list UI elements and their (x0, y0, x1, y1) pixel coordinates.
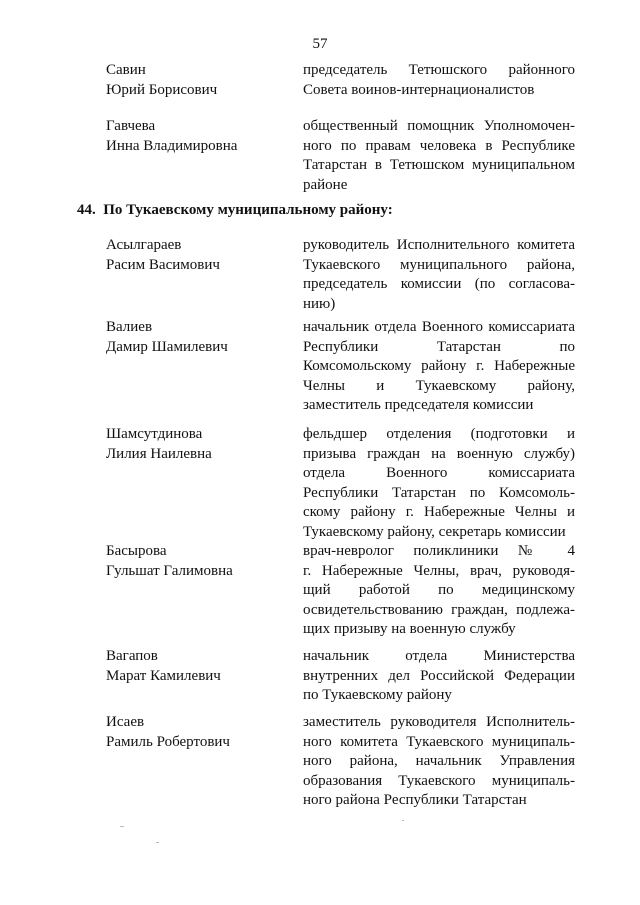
role-line: призыва граждан на военную службу) (303, 445, 575, 462)
role-line: скому району г. Набережные Челны и (303, 504, 575, 520)
role-description (303, 713, 575, 811)
person-name (106, 236, 286, 275)
role-line: районе (303, 176, 348, 193)
person-name (106, 647, 286, 686)
surname: Исаев (106, 714, 145, 730)
role-line: Республики Татарстан по (303, 338, 575, 355)
role-description (303, 318, 575, 416)
role-line: щий работой по медицинскому (303, 582, 575, 598)
role-line: щих призыву на военную службу (303, 621, 516, 637)
given-name: Расим Васимович (106, 256, 220, 273)
role-description (303, 117, 575, 195)
role-line: заместитель председателя комиссии (303, 397, 534, 413)
role-line: нию) (303, 295, 336, 312)
given-name: Дамир Шамилевич (106, 338, 228, 355)
section-number: 44. (77, 202, 96, 218)
role-line: ного района Республики Татарстан (303, 792, 527, 808)
role-description (303, 61, 575, 100)
role-line: ного по правам человека в Республике (303, 137, 575, 154)
person-name (106, 425, 286, 464)
role-line: ного комитета Тукаевского муниципаль- (303, 733, 575, 750)
role-line: общественный помощник Уполномочен- (303, 118, 575, 134)
role-line: заместитель руководителя Исполнитель- (303, 714, 575, 730)
role-line: фельдшер отделения (подготовки и (303, 426, 575, 442)
section-heading (77, 202, 393, 219)
role-line: врач-невролог поликлиники № 4 (303, 543, 575, 559)
role-line: Татарстан в Тетюшском муниципальном (303, 157, 575, 173)
role-line: начальник отдела Военного комиссариата (303, 319, 575, 335)
role-line: по Тукаевскому району (303, 687, 452, 703)
role-line: внутренних дел Российской Федерации (303, 667, 575, 684)
role-line: начальник отдела Министерства (303, 648, 575, 664)
given-name: Инна Владимировна (106, 137, 238, 154)
scan-speck (402, 820, 404, 821)
role-line: ного района, начальник Управления (303, 753, 575, 769)
given-name: Лилия Наилевна (106, 445, 212, 462)
role-line: Тукаевского муниципального района, (303, 256, 575, 273)
surname: Гавчева (106, 118, 156, 134)
page-number: 57 (312, 36, 328, 52)
surname: Савин (106, 62, 146, 78)
role-description (303, 425, 575, 542)
role-description (303, 647, 575, 706)
role-line: Тукаевскому району, секретарь комиссии (303, 523, 566, 540)
role-description (303, 542, 575, 640)
role-line: образования Тукаевского муниципаль- (303, 772, 575, 789)
role-line: Республики Татарстан по Комсомоль- (303, 484, 575, 501)
role-line: Комсомольскому району г. Набережные (303, 358, 575, 374)
given-name: Гульшат Галимовна (106, 562, 233, 579)
person-name (106, 542, 286, 581)
role-line: Совета воинов-интернационалистов (303, 81, 535, 98)
person-name (106, 318, 286, 357)
person-name (106, 117, 286, 156)
role-line: руководитель Исполнительного комитета (303, 237, 575, 253)
role-line: Челны и Тукаевскому району, (303, 377, 575, 394)
section-title: По Тукаевскому муниципальному району: (103, 202, 393, 218)
role-line: председатель Тетюшского районного (303, 62, 575, 78)
person-name (106, 713, 286, 752)
surname: Асылгараев (106, 237, 182, 253)
scan-speck (156, 842, 159, 843)
role-line: председатель комиссии (по согласова- (303, 276, 575, 292)
given-name: Марат Камилевич (106, 667, 221, 684)
surname: Шамсутдинова (106, 426, 203, 442)
person-name (106, 61, 286, 100)
scan-speck (120, 826, 124, 827)
surname: Басырова (106, 543, 167, 559)
role-description (303, 236, 575, 314)
given-name: Рамиль Робертович (106, 733, 230, 750)
role-line: освидетельствованию граждан, подлежа- (303, 601, 575, 618)
surname: Валиев (106, 319, 153, 335)
role-line: отдела Военного комиссариата (303, 465, 575, 481)
given-name: Юрий Борисович (106, 81, 218, 98)
surname: Вагапов (106, 648, 158, 664)
role-line: г. Набережные Челны, врач, руководя- (303, 562, 575, 579)
